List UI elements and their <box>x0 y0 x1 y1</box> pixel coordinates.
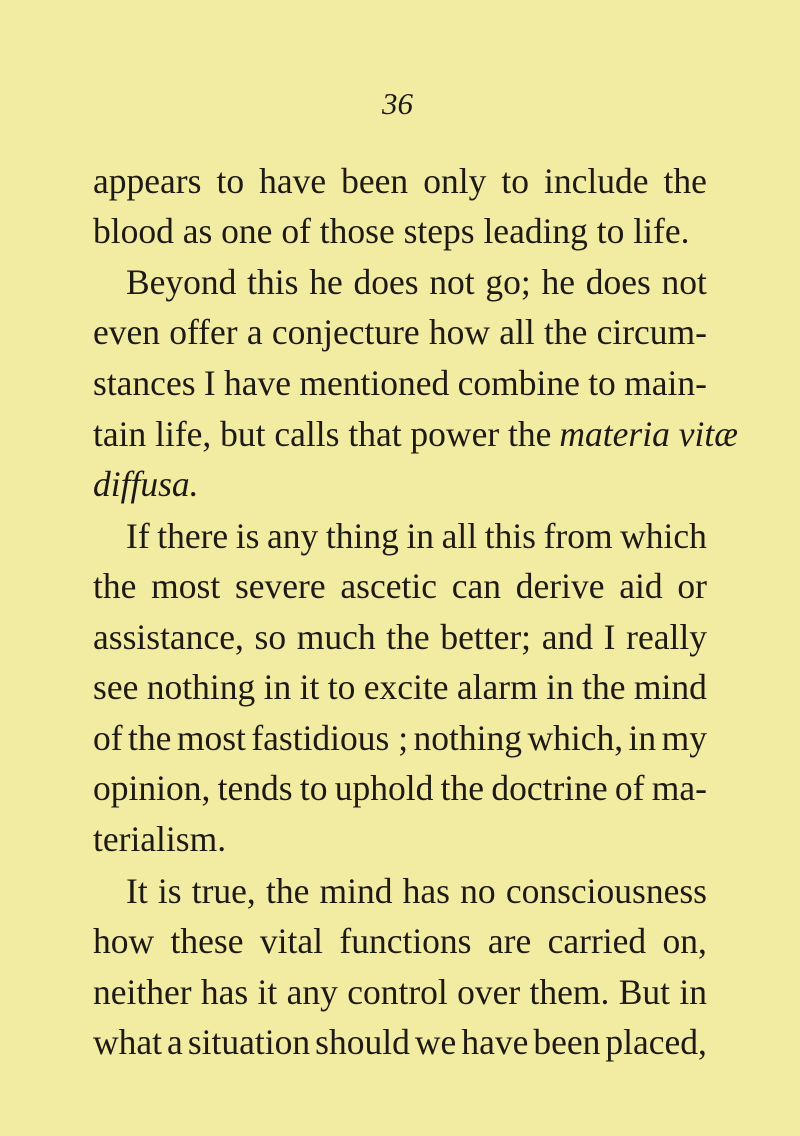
word: functions <box>339 921 472 961</box>
word: mentioned <box>299 363 450 403</box>
word: the <box>386 617 430 657</box>
word: the <box>265 871 310 911</box>
word: of <box>93 718 123 758</box>
word: has <box>402 871 450 911</box>
word: derive <box>515 566 605 606</box>
word: the <box>93 566 137 606</box>
text-line <box>93 667 707 707</box>
word: ascetic <box>340 566 437 606</box>
word: in <box>263 667 292 707</box>
word: doctrine <box>491 768 608 808</box>
word: from <box>543 516 613 556</box>
text-line <box>93 363 707 403</box>
word: I <box>603 617 616 657</box>
word: been <box>341 161 409 201</box>
word: fastidious ; <box>251 718 409 758</box>
word: in <box>546 667 574 707</box>
word: been <box>533 1022 601 1062</box>
word: better; <box>440 617 532 657</box>
word: my <box>661 718 707 758</box>
text-line <box>93 464 199 504</box>
word: the <box>128 718 172 758</box>
text-line <box>93 972 707 1012</box>
italic-phrase: diffusa. <box>93 464 199 504</box>
text-line <box>93 617 707 657</box>
word: a <box>167 1022 183 1062</box>
word: in <box>679 972 707 1012</box>
word: control <box>347 972 448 1012</box>
word: no <box>460 871 496 911</box>
text-line <box>93 718 707 758</box>
word: them. <box>529 972 610 1012</box>
word: he <box>541 262 575 302</box>
word: this <box>247 262 299 302</box>
italic-phrase: materia vitæ <box>559 414 738 454</box>
word: which, <box>527 718 624 758</box>
word: to <box>327 667 356 707</box>
word: it <box>257 972 278 1012</box>
text-line <box>93 921 707 961</box>
text-run: tain life, but calls that power the <box>93 414 552 454</box>
word: so <box>254 617 287 657</box>
word: mind <box>319 871 393 911</box>
word: any <box>286 972 338 1012</box>
word: of <box>614 768 645 808</box>
text-line <box>93 312 707 352</box>
word: most <box>176 718 246 758</box>
word: are <box>487 921 532 961</box>
word: aid <box>619 566 663 606</box>
word: really <box>626 617 707 657</box>
word: the <box>582 667 626 707</box>
word: placed, <box>605 1022 707 1062</box>
word: the <box>440 768 485 808</box>
text-line <box>126 516 707 556</box>
word: these <box>170 921 244 961</box>
word: go; <box>485 262 531 302</box>
word: stances <box>93 363 196 403</box>
word: how <box>428 312 491 352</box>
page-number: 36 <box>382 86 413 121</box>
word: not <box>429 262 475 302</box>
word: all <box>499 312 535 352</box>
word: what <box>93 1022 163 1062</box>
word: opinion, <box>93 768 211 808</box>
word: it <box>299 667 320 707</box>
word: ma- <box>651 768 707 808</box>
text-line <box>93 414 738 454</box>
word: is <box>157 871 182 911</box>
word: consciousness <box>505 871 707 911</box>
word: this <box>484 516 536 556</box>
word: nothing <box>413 718 523 758</box>
word: does <box>353 262 419 302</box>
word: in <box>406 516 435 556</box>
word: carried <box>547 921 647 961</box>
word: can <box>451 566 501 606</box>
word: appears <box>93 161 202 201</box>
word: true, <box>191 871 256 911</box>
word: is <box>235 516 260 556</box>
word: combine <box>457 363 580 403</box>
word: not <box>661 262 707 302</box>
word: should <box>315 1022 410 1062</box>
word: the <box>663 161 707 201</box>
word: most <box>151 566 221 606</box>
word: excite <box>363 667 449 707</box>
word: alarm <box>456 667 538 707</box>
word: vital <box>259 921 323 961</box>
word: which <box>620 516 707 556</box>
word: situation <box>187 1022 311 1062</box>
word: thing <box>325 516 399 556</box>
word: how <box>93 921 155 961</box>
text-line <box>126 262 707 302</box>
word: to <box>501 161 529 201</box>
word: any <box>267 516 319 556</box>
word: to <box>216 161 245 201</box>
text-line: blood as one of those steps leading to life. <box>93 211 690 251</box>
word: and <box>541 617 593 657</box>
word: assistance, <box>93 617 244 657</box>
word: does <box>585 262 651 302</box>
word: severe <box>234 566 326 606</box>
word: have <box>259 161 327 201</box>
word: see <box>93 667 139 707</box>
word: on, <box>662 921 707 961</box>
word: over <box>457 972 521 1012</box>
word: we <box>414 1022 457 1062</box>
word: he <box>309 262 343 302</box>
word: there <box>157 516 229 556</box>
text-line <box>93 566 707 606</box>
word: I <box>203 363 216 403</box>
word: to <box>299 768 328 808</box>
word: offer <box>169 312 238 352</box>
text-line <box>93 768 707 808</box>
word: or <box>677 566 707 606</box>
word: only <box>423 161 487 201</box>
word: to <box>588 363 616 403</box>
word: have <box>224 363 292 403</box>
text-line: terialism. <box>93 819 227 859</box>
word: mind <box>633 667 707 707</box>
word: nothing <box>146 667 256 707</box>
word: much <box>296 617 376 657</box>
word: even <box>93 312 161 352</box>
text-line <box>93 1022 707 1062</box>
word: But <box>618 972 670 1012</box>
word: have <box>461 1022 529 1062</box>
word: main- <box>624 363 707 403</box>
text-line <box>126 871 707 911</box>
word: conjecture <box>271 312 420 352</box>
word: neither <box>93 972 192 1012</box>
word: If <box>126 516 150 556</box>
word: a <box>246 312 263 352</box>
word: circum- <box>596 312 707 352</box>
word: include <box>544 161 649 201</box>
word: the <box>543 312 588 352</box>
text-line <box>93 161 707 201</box>
word: in <box>628 718 657 758</box>
word: tends <box>217 768 293 808</box>
word: It <box>126 871 148 911</box>
word: Beyond <box>126 262 237 302</box>
word: has <box>200 972 249 1012</box>
word: all <box>441 516 478 556</box>
word: uphold <box>334 768 434 808</box>
